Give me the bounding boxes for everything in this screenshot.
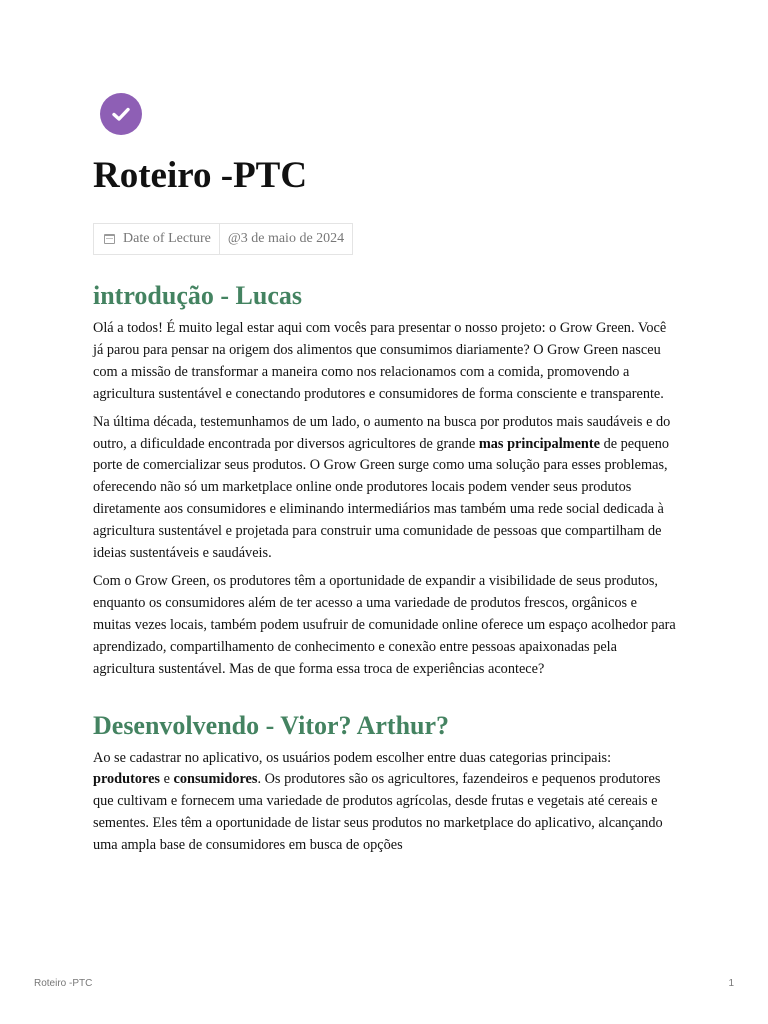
bold-text: consumidores (173, 771, 258, 788)
paragraph (93, 412, 678, 565)
property-value-cell (219, 224, 352, 254)
property-value[interactable]: @3 de maio de 2024 (227, 231, 345, 246)
paragraph (93, 571, 678, 681)
section-heading-introducao: introdução - Lucas (93, 281, 302, 310)
section-heading-desenvolvendo: Desenvolvendo - Vitor? Arthur? (93, 710, 450, 740)
footer-page-number: 1 (728, 978, 734, 989)
text-run: Olá a todos! É muito legal estar aqui com vocês para presentar o nosso projeto: o Grow Green. Você já parou para pensar na origem dos alimentos que consumimos diariamente? O Grow Green nasceu com a missão de transformar a maneira como nos relacionamos com a comida, promovendo a agricultura sustentável e conectando produtores e consumidores de forma consciente e transparente. (93, 320, 667, 402)
property-label-cell (94, 224, 219, 254)
text-run: Com o Grow Green, os produtores têm a oportunidade de expandir a visibilidade de seus produtos, enquanto os consumidores além de ter acesso a uma variedade de produtos frescos, orgânicos e muitas vezes locais, também podem usufruir de comunidade online oferece um espaço acolhedor para aprendizado, compartilhamento de conhecimento e conexão entre pessoas apaixonadas pela agricultura sustentável. Mas de que forma essa troca de experiências acontece? (93, 572, 676, 677)
calendar-icon (104, 234, 115, 244)
bold-text: mas principalmente (478, 435, 600, 452)
property-label: Date of Lecture (123, 231, 211, 246)
bold-text: produtores (93, 771, 160, 788)
footer-title: Roteiro -PTC (34, 978, 93, 989)
text-run: Ao se cadastrar no aplicativo, os usuários podem escolher entre duas categorias principais: (93, 749, 612, 766)
text-run: e (160, 771, 174, 788)
text-run: Na última década, testemunhamos de um lado, o aumento na busca por produtos mais saudáveis e do outro, a dificuldade encontrada por diversos agricultores de grande (93, 413, 671, 452)
text-run: de pequeno porte de comercializar seus produtos. O Grow Green surge como uma solução para esses problemas, oferecendo não só um marketplace online onde produtores locais podem vender seus produtos diretamente aos consumidores e eliminando intermediários mas também uma rede social dedicada à agricultura sustentável e projetada para construir uma comunidade de pessoas que compartilham de ideias sustentáveis e saudáveis. (93, 435, 670, 562)
page-title: Roteiro -PTC (93, 155, 308, 196)
text-run: . Os produtores são os agricultores, fazendeiros e pequenos produtores que cultivam e fornecem uma variedade de produtos agrícolas, desde frutas e vegetais até cereais e sementes. Eles têm a oportunidade de listar seus produtos no marketplace do aplicativo, alcançando uma ampla base de consumidores em busca de opções (93, 771, 663, 854)
paragraph (93, 318, 678, 406)
page-content (93, 93, 678, 857)
check-circle-icon (100, 93, 142, 135)
paragraph (93, 748, 678, 858)
property-row (93, 223, 353, 255)
